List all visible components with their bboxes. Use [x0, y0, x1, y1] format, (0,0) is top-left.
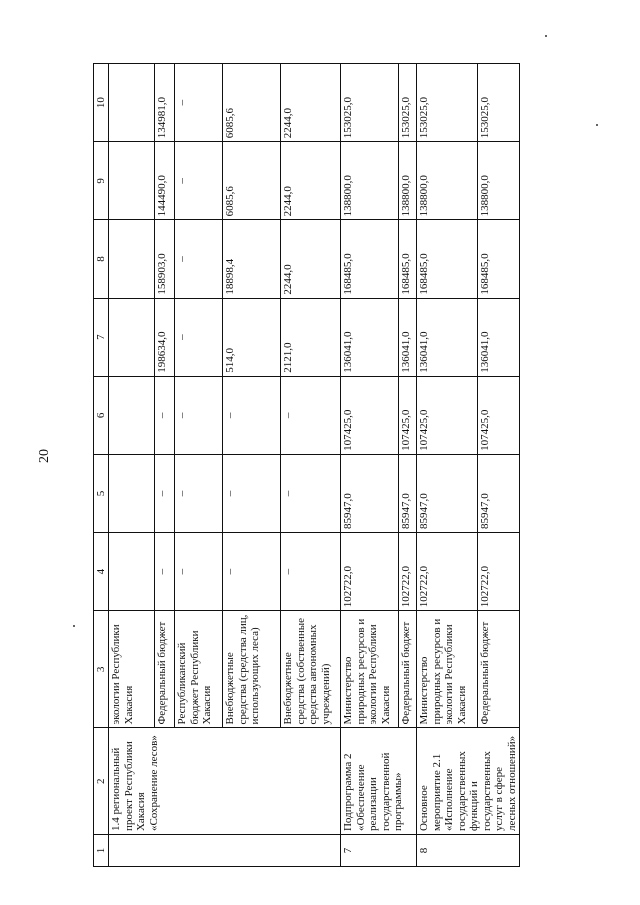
- scan-speck: [596, 124, 598, 126]
- col-header-4: 4: [94, 533, 109, 611]
- value-cell: 2121,0: [281, 298, 341, 376]
- budget-table: [93, 63, 520, 867]
- funding-source: экологии Республики Хакасия: [109, 611, 155, 728]
- value-cell: [109, 454, 155, 532]
- table-row: [341, 64, 399, 867]
- row-number: 8: [417, 835, 520, 867]
- value-cell: 85947,0: [399, 454, 417, 532]
- row-name: Основное мероприятие 2.1 «Исполнение государственных функций и государственных услуг в сфере лесных отношений»: [417, 728, 520, 835]
- page-number: 20: [37, 449, 52, 463]
- value-cell: 2244,0: [281, 64, 341, 142]
- row-number: [109, 835, 341, 867]
- col-header-3: 3: [94, 611, 109, 728]
- value-cell: 85947,0: [341, 454, 399, 532]
- funding-source: Министерство природных ресурсов и экологии Республики Хакасия: [417, 611, 478, 728]
- funding-source: Внебюджетные средства (собственные средства автономных учреждений): [281, 611, 341, 728]
- value-cell: –: [281, 376, 341, 454]
- value-cell: –: [175, 220, 223, 298]
- value-cell: –: [175, 142, 223, 220]
- value-cell: 6085,6: [223, 142, 281, 220]
- value-cell: 18898,4: [223, 220, 281, 298]
- value-cell: –: [175, 376, 223, 454]
- col-header-7: 7: [94, 298, 109, 376]
- funding-source: Федеральный бюджет: [478, 611, 520, 728]
- value-cell: 136041,0: [399, 298, 417, 376]
- value-cell: [109, 64, 155, 142]
- value-cell: –: [223, 533, 281, 611]
- col-header-6: 6: [94, 376, 109, 454]
- value-cell: 134981,0: [155, 64, 175, 142]
- funding-source: Республиканский бюджет Республики Хакасия: [175, 611, 223, 728]
- value-cell: [109, 298, 155, 376]
- value-cell: [109, 533, 155, 611]
- funding-source: Федеральный бюджет: [155, 611, 175, 728]
- value-cell: [109, 376, 155, 454]
- value-cell: 2244,0: [281, 220, 341, 298]
- value-cell: 153025,0: [478, 64, 520, 142]
- value-cell: 136041,0: [478, 298, 520, 376]
- value-cell: 138800,0: [478, 142, 520, 220]
- value-cell: [109, 220, 155, 298]
- col-header-8: 8: [94, 220, 109, 298]
- value-cell: 107425,0: [478, 376, 520, 454]
- budget-table-rotated: [93, 63, 518, 867]
- value-cell: 144490,0: [155, 142, 175, 220]
- value-cell: 168485,0: [417, 220, 478, 298]
- row-name: Подпрограмма 2 «Обеспечение реализации государственной программы»: [341, 728, 417, 835]
- value-cell: –: [175, 533, 223, 611]
- value-cell: 158903,0: [155, 220, 175, 298]
- col-header-5: 5: [94, 454, 109, 532]
- row-number: 7: [341, 835, 417, 867]
- value-cell: 102722,0: [341, 533, 399, 611]
- funding-source: Федеральный бюджет: [399, 611, 417, 728]
- value-cell: [109, 142, 155, 220]
- col-header-10: 10: [94, 64, 109, 142]
- header-row: [94, 64, 109, 867]
- value-cell: –: [281, 454, 341, 532]
- value-cell: 153025,0: [417, 64, 478, 142]
- value-cell: 138800,0: [399, 142, 417, 220]
- table-row: [417, 64, 478, 867]
- value-cell: 102722,0: [399, 533, 417, 611]
- value-cell: 168485,0: [478, 220, 520, 298]
- value-cell: 168485,0: [399, 220, 417, 298]
- scan-speck: [73, 625, 75, 627]
- value-cell: –: [281, 533, 341, 611]
- col-header-1: 1: [94, 835, 109, 867]
- value-cell: 102722,0: [478, 533, 520, 611]
- value-cell: 6085,6: [223, 64, 281, 142]
- value-cell: 107425,0: [399, 376, 417, 454]
- value-cell: –: [223, 454, 281, 532]
- value-cell: –: [175, 64, 223, 142]
- table-row: [109, 64, 155, 867]
- value-cell: 153025,0: [399, 64, 417, 142]
- value-cell: –: [175, 454, 223, 532]
- col-header-9: 9: [94, 142, 109, 220]
- value-cell: 107425,0: [417, 376, 478, 454]
- value-cell: 85947,0: [417, 454, 478, 532]
- value-cell: –: [155, 454, 175, 532]
- value-cell: 102722,0: [417, 533, 478, 611]
- value-cell: –: [223, 376, 281, 454]
- value-cell: 514,0: [223, 298, 281, 376]
- value-cell: 2244,0: [281, 142, 341, 220]
- scan-speck: [545, 35, 547, 37]
- value-cell: –: [175, 298, 223, 376]
- row-name: 1.4 региональный проект Республики Хакасия «Сохранение лесов»: [109, 728, 341, 835]
- value-cell: 107425,0: [341, 376, 399, 454]
- value-cell: 168485,0: [341, 220, 399, 298]
- value-cell: 138800,0: [341, 142, 399, 220]
- value-cell: 85947,0: [478, 454, 520, 532]
- value-cell: 136041,0: [341, 298, 399, 376]
- funding-source: Внебюджетные средства (средства лиц, использующих леса): [223, 611, 281, 728]
- value-cell: 136041,0: [417, 298, 478, 376]
- funding-source: Министерство природных ресурсов и экологии Республики Хакасия: [341, 611, 399, 728]
- value-cell: –: [155, 376, 175, 454]
- col-header-2: 2: [94, 728, 109, 835]
- value-cell: –: [155, 533, 175, 611]
- value-cell: 198634,0: [155, 298, 175, 376]
- value-cell: 153025,0: [341, 64, 399, 142]
- value-cell: 138800,0: [417, 142, 478, 220]
